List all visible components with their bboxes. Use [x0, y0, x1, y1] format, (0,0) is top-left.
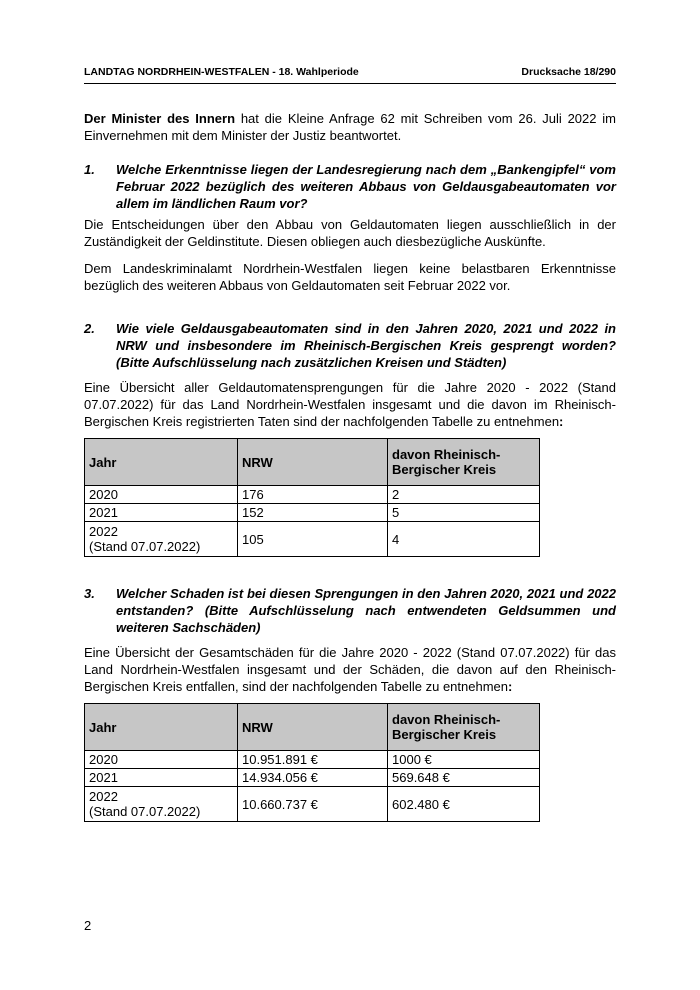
cell-nrw: 10.660.737 € — [238, 787, 388, 822]
answer-1-paragraph-2: Dem Landeskriminalamt Nordrhein-Westfalen liegen keine belastbaren Erkenntnisse bezüglich des weiteren Abbaus von Geldautomaten seit Februar 2022 vor. — [84, 261, 616, 293]
cell-nrw: 10.951.891 € — [238, 751, 388, 769]
cell-jahr — [85, 787, 238, 822]
header-divider — [84, 83, 616, 84]
cell-rbk: 569.648 € — [388, 769, 540, 787]
table-schaeden — [84, 703, 540, 822]
answer-2-text: Eine Übersicht aller Geldautomatensprengungen für die Jahre 2020 - 2022 (Stand 07.07.2022) für das Land Nordrhein-Westfalen insgesamt und die davon im Rheinisch-Bergischen Kreis registrierten Taten sind der nachfolgenden Tabelle zu entnehmen — [84, 380, 616, 429]
table-row — [85, 522, 540, 557]
col-header-rbk: davon Rheinisch-Bergischer Kreis — [388, 439, 540, 486]
cell-jahr: 2020 — [85, 486, 238, 504]
cell-jahr-year: 2022 — [89, 524, 118, 539]
intro-minister: Der Minister des Innern — [84, 111, 236, 126]
col-header-jahr: Jahr — [85, 439, 238, 486]
cell-jahr-year: 2022 — [89, 789, 118, 804]
question-1 — [84, 161, 616, 212]
col-header-jahr: Jahr — [85, 704, 238, 751]
header-title: LANDTAG NORDRHEIN-WESTFALEN - 18. Wahlperiode — [84, 66, 359, 78]
page-number: 2 — [84, 918, 92, 933]
table-row — [85, 504, 540, 522]
cell-jahr-stand: (Stand 07.07.2022) — [89, 539, 201, 554]
table-sprengungen — [84, 438, 540, 557]
intro-paragraph — [84, 110, 616, 144]
answer-1-paragraph-1: Die Entscheidungen über den Abbau von Geldautomaten liegen ausschließlich in der Zuständigkeit der Geldinstitute. Diesen obliegen auch diesbezügliche Auskünfte. — [84, 217, 616, 249]
cell-rbk: 1000 € — [388, 751, 540, 769]
table-header-row — [85, 439, 540, 486]
table-header-row — [85, 704, 540, 751]
cell-rbk: 5 — [388, 504, 540, 522]
cell-nrw: 14.934.056 € — [238, 769, 388, 787]
cell-jahr: 2021 — [85, 769, 238, 787]
table-row — [85, 751, 540, 769]
question-text: Welcher Schaden ist bei diesen Sprengungen in den Jahren 2020, 2021 und 2022 entstanden? (Bitte Aufschlüsselung nach entwendeten Geldsummen und weiteren Sachschäden) — [116, 586, 616, 635]
table-row — [85, 486, 540, 504]
answer-2-paragraph — [84, 379, 616, 430]
question-text: Welche Erkenntnisse liegen der Landesregierung nach dem „Bankengipfel“ vom Februar 2022 bezüglich des weiteren Abbaus von Geldausgabeautomaten vor allem im ländlichen Raum vor? — [116, 162, 616, 211]
col-header-rbk: davon Rheinisch-Bergischer Kreis — [388, 704, 540, 751]
cell-jahr — [85, 522, 238, 557]
cell-nrw: 105 — [238, 522, 388, 557]
cell-rbk: 602.480 € — [388, 787, 540, 822]
table-row — [85, 769, 540, 787]
cell-jahr: 2020 — [85, 751, 238, 769]
cell-jahr: 2021 — [85, 504, 238, 522]
intro-text: hat die Kleine Anfrage 62 mit Schreiben vom 26. Juli 2022 im Einvernehmen mit dem Minister der Justiz beantwortet. — [84, 111, 616, 143]
answer-3-text: Eine Übersicht der Gesamtschäden für die Jahre 2020 - 2022 (Stand 07.07.2022) für das Land Nordrhein-Westfalen insgesamt und der Schäden, die davon auf den Rheinisch-Bergischen Kreis entfallen, sind der nachfolgenden Tabelle zu entnehmen — [84, 645, 616, 694]
cell-jahr-stand: (Stand 07.07.2022) — [89, 804, 201, 819]
col-header-nrw: NRW — [238, 704, 388, 751]
question-2 — [84, 320, 616, 371]
cell-rbk: 2 — [388, 486, 540, 504]
question-text: Wie viele Geldausgabeautomaten sind in den Jahren 2020, 2021 und 2022 in NRW und insbesondere im Rheinisch-Bergischen Kreis gesprengt worden? (Bitte Aufschlüsselung nach zusätzlichen Kreisen und Städten) — [116, 321, 616, 370]
cell-nrw: 176 — [238, 486, 388, 504]
cell-nrw: 152 — [238, 504, 388, 522]
table-row — [85, 787, 540, 822]
answer-3-paragraph — [84, 644, 616, 695]
header-doc-number: Drucksache 18/290 — [521, 66, 616, 78]
col-header-nrw: NRW — [238, 439, 388, 486]
question-number: 1. — [84, 162, 95, 177]
page-header — [84, 66, 616, 78]
question-3 — [84, 585, 616, 636]
question-number: 3. — [84, 586, 95, 601]
cell-rbk: 4 — [388, 522, 540, 557]
question-number: 2. — [84, 321, 95, 336]
answer-3-colon: : — [508, 679, 513, 694]
answer-2-colon: : — [559, 414, 564, 429]
